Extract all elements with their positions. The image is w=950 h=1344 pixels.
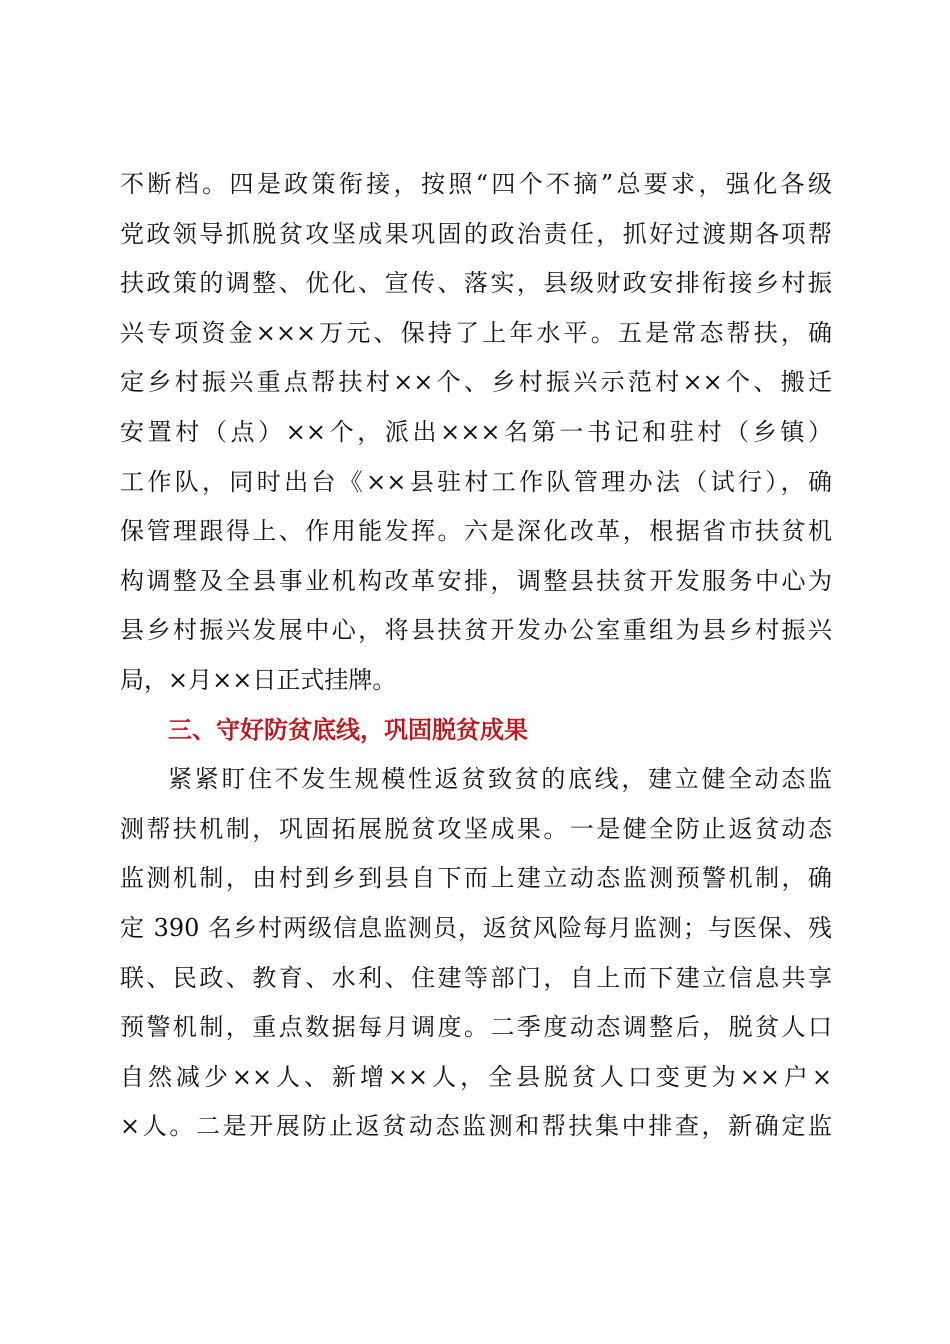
- paragraph-2: [120, 755, 832, 1152]
- paragraph-line: 预警机制，重点数据每月调度。二季度动态调整后，脱贫人口: [120, 1013, 832, 1042]
- paragraph-line: 党政领导抓脱贫攻坚成果巩固的政治责任，抓好过渡期各项帮: [120, 219, 832, 248]
- paragraph-line: ×人。二是开展防止返贫动态监测和帮扶集中排查，新确定监: [120, 1112, 832, 1141]
- paragraph-line: 安置村（点）××个，派出×××名第一书记和驻村（乡镇）: [120, 417, 832, 446]
- paragraph-line: 定乡村振兴重点帮扶村××个、乡村振兴示范村××个、搬迁: [120, 368, 832, 397]
- paragraph-line: 扶政策的调整、优化、宣传、落实，县级财政安排衔接乡村振: [120, 269, 832, 298]
- paragraph-line: 工作队，同时出台《××县驻村工作队管理办法（试行），确: [120, 467, 832, 496]
- paragraph-line: 监测机制，由村到乡到县自下而上建立动态监测预警机制，确: [120, 864, 832, 893]
- paragraph-line: 自然减少××人、新增××人，全县脱贫人口变更为××户×: [120, 1062, 832, 1091]
- paragraph-line: 构调整及全县事业机构改革安排，调整县扶贫开发服务中心为: [120, 566, 832, 595]
- paragraph-line: 局，×月××日正式挂牌。: [120, 665, 397, 694]
- paragraph-line: 县乡村振兴发展中心，将县扶贫开发办公室重组为县乡村振兴: [120, 616, 832, 645]
- paragraph-line: 定 390 名乡村两级信息监测员，返贫风险每月监测；与医保、残: [120, 913, 832, 942]
- paragraph-line: 保管理跟得上、作用能发挥。六是深化改革，根据省市扶贫机: [120, 517, 832, 546]
- paragraph-line: 测帮扶机制，巩固拓展脱贫攻坚成果。一是健全防止返贫动态: [120, 814, 832, 843]
- document-body: [120, 160, 832, 1152]
- paragraph-line: 联、民政、教育、水利、住建等部门，自上而下建立信息共享: [120, 963, 832, 992]
- paragraph-1: [120, 160, 832, 706]
- paragraph-line: 不断档。四是政策衔接，按照“四个不摘”总要求，强化各级: [120, 170, 832, 198]
- paragraph-line: 紧紧盯住不发生规模性返贫致贫的底线，建立健全动态监: [168, 765, 832, 794]
- section-heading: 三、守好防贫底线，巩固脱贫成果: [168, 715, 528, 744]
- paragraph-line: 兴专项资金×××万元、保持了上年水平。五是常态帮扶，确: [120, 318, 832, 347]
